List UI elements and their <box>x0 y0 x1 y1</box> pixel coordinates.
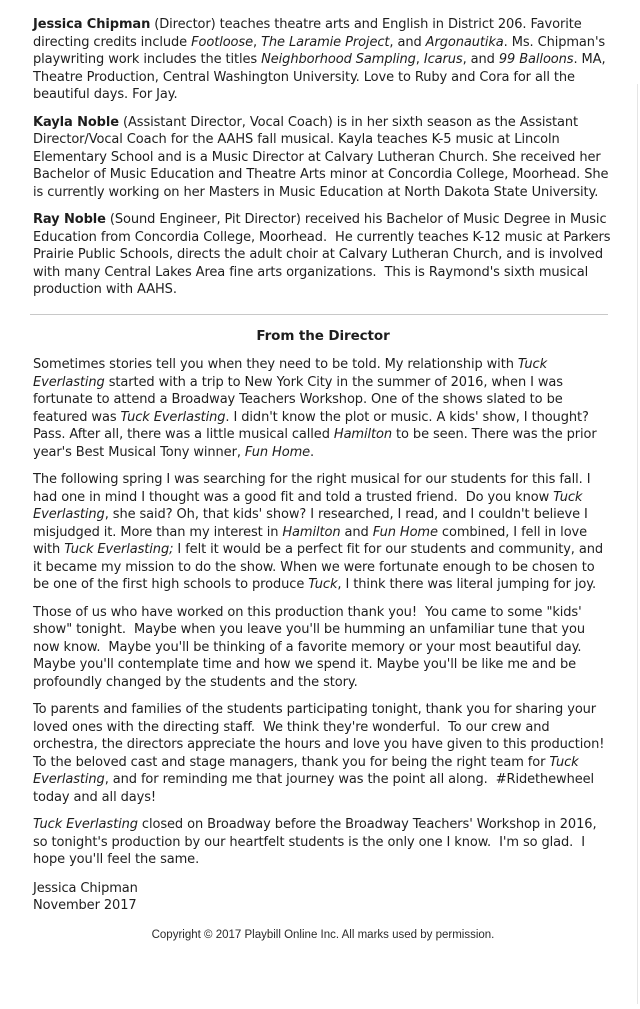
bios-section <box>33 16 613 299</box>
director-note-paragraph-3: Those of us who have worked on this production thank you! You came to some "kids' show" tonight. Maybe when you leave you'll be humming an unfamiliar tune that you now know. Maybe you'll be thinking of a favorite memory or your most beautiful day. Maybe you'll contemplate time and how we spend it. Maybe you'll be like me and be profoundly changed by the students and the story. <box>33 604 590 690</box>
director-note-paragraph-4: To parents and families of the students participating tonight, thank you for sharing your loved ones with the directing staff. We think they're wonderful. To our crew and orchestra, the directors appreciate the hours and love you have given to this production! To the beloved cast and stage managers, thank you for being the right team for Tuck Everlasting, and for reminding me that journey was the point all along. #Ridethewheel today and all days! <box>33 702 613 805</box>
signature-date: November 2017 <box>33 898 137 913</box>
director-note-paragraph-2: The following spring I was searching for the right musical for our students for this fall. I had one in mind I thought was a good fit and told a trusted friend. Do you know Tuck Everlasting, she said? Oh, that kids' show? I researched, I read, and I couldn't believe I misjudged it. More than my interest in Hamilton and Fun Home combined, I fell in love with Tuck Everlasting; I felt it would be a perfect fit for our students and community, and it became my mission to do the show. When we were fortunate enough to be chosen to be one of the first high schools to produce Tuck, I think there was literal jumping for joy. <box>33 472 608 592</box>
bio-ray-noble: Ray Noble (Sound Engineer, Pit Director) received his Bachelor of Music Degree in Music Education from Concordia College, Moorhead. He currently teaches K-12 music at Parkers Prairie Public Schools, directs the adult choir at Calvary Lutheran Church, and is involved with many Central Lakes Area fine arts organizations. This is Raymond's sixth musical production with AAHS. <box>33 212 615 297</box>
signature-block <box>33 880 613 915</box>
director-note-section <box>33 356 613 869</box>
from-the-director-heading: From the Director <box>256 327 390 344</box>
section-divider <box>30 314 608 315</box>
bio-kayla-noble: Kayla Noble (Assistant Director, Vocal Coach) is in her sixth season as the Assistant Director/Vocal Coach for the AAHS fall musical. Kayla teaches K-5 music at Lincoln Elementary School and is a Music Director at Calvary Lutheran Church. She received her Bachelor of Music Education and Theatre Arts minor at Concordia College, Moorhead. She is currently working on her Masters in Music Education at North Dakota State University. <box>33 114 613 200</box>
scan-edge-artifact <box>637 84 638 1004</box>
director-note-paragraph-1: Sometimes stories tell you when they need to be told. My relationship with Tuck Everlasting started with a trip to New York City in the summer of 2016, when I was fortunate to attend a Broadway Teachers Workshop. One of the shows slated to be featured was Tuck Everlasting. I didn't know the plot or music. A kids' show, I thought? Pass. After all, there was a little musical called Hamilton to be seen. There was the prior year's Best Musical Tony winner, Fun Home. <box>33 357 601 460</box>
director-note-paragraph-5: Tuck Everlasting closed on Broadway before the Broadway Teachers' Workshop in 2016, so tonight's production by our heartfelt students is the only one I know. I'm so glad. I hope you'll feel the same. <box>33 817 601 867</box>
copyright-footer: Copyright © 2017 Playbill Online Inc. All marks used by permission. <box>151 928 495 941</box>
signature-name: Jessica Chipman <box>33 880 138 896</box>
bio-jessica-chipman: Jessica Chipman (Director) teaches theatre arts and English in District 206. Favorite directing credits include Footloose, The Laramie Project, and Argonautika. Ms. Chipman's playwriting work includes the titles Neighborhood Sampling, Icarus, and 99 Balloons. MA, Theatre Production, Central Washington University. Love to Ruby and Cora for all the beautiful days. For Jay. <box>33 17 610 102</box>
